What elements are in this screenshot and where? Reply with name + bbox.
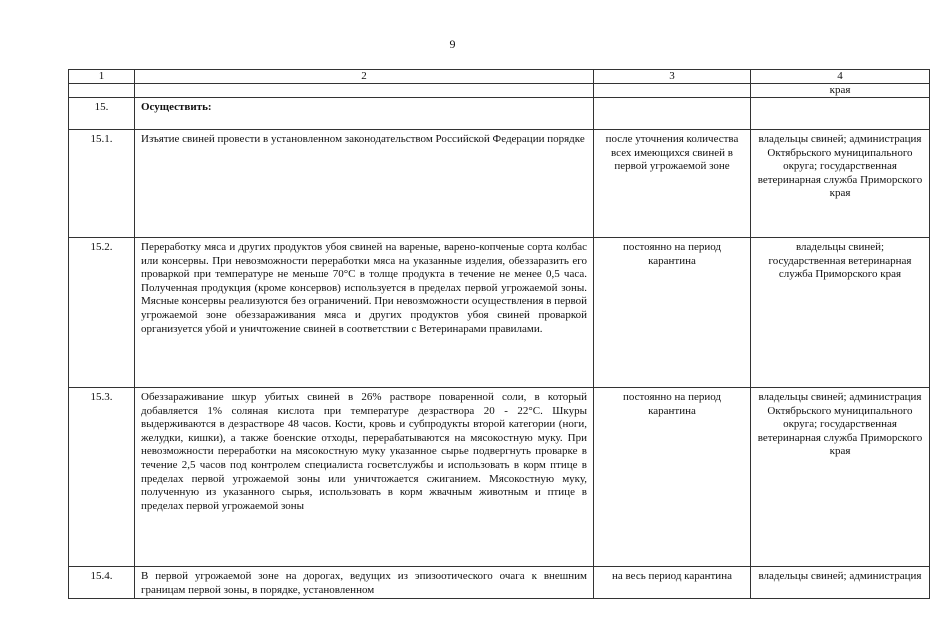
column-header-1: 1	[69, 70, 135, 84]
row-number: 15.1.	[69, 130, 135, 238]
row-action: В первой угрожаемой зоне на дорогах, ведущих из эпизоотического очага к внешним границам первой зоны, в порядке, установленном	[135, 567, 594, 599]
table-header-row	[69, 70, 930, 84]
column-header-2: 2	[135, 70, 594, 84]
row-term: на весь период карантина	[594, 567, 751, 599]
row-term	[594, 98, 751, 130]
row-term: постоянно на период карантина	[594, 388, 751, 567]
row-term: после уточнения количества всех имеющихся свиней в первой угрожаемой зоне	[594, 130, 751, 238]
row-action: Переработку мяса и других продуктов убоя свиней на вареные, варено-копченые сорта колбас или консервы. При невозможности переработки мяса на указанные изделия, обеззаразить его проваркой при температуре не меньше 70°С в толще продукта в течение не менее 0,5 часа. Полученная продукция (кроме консервов) используется в пределах первой угрожаемой зоны. Мясные консервы реализуются без ограничений. При невозможности осуществления в первой угрожаемой зоне обеззараживания мяса и других продуктов убоя свиней проваркой организуется убой и уничтожение свиней в соответствии с Ветеринарами правилами.	[135, 238, 594, 388]
column-header-4: 4	[751, 70, 930, 84]
page-number: 9	[449, 37, 456, 51]
table-row	[69, 567, 930, 599]
continuation-row	[69, 84, 930, 98]
row-action: Изъятие свиней провести в установленном законодательством Российской Федерации порядке	[135, 130, 594, 238]
column-header-3: 3	[594, 70, 751, 84]
table-row	[69, 98, 930, 130]
row-responsible: владельцы свиней; администрация	[751, 567, 930, 599]
row-number: 15.2.	[69, 238, 135, 388]
row-responsible: владельцы свиней; администрация Октябрьского муниципального округа; государственная ветеринарная служба Приморского края	[751, 388, 930, 567]
row-responsible	[751, 98, 930, 130]
table-row	[69, 130, 930, 238]
measures-table	[68, 69, 930, 599]
table-row	[69, 388, 930, 567]
row-responsible: владельцы свиней; администрация Октябрьского муниципального округа; государственная ветеринарная служба Приморского края	[751, 130, 930, 238]
row-number: 15.	[69, 98, 135, 130]
row-term: постоянно на период карантина	[594, 238, 751, 388]
row-responsible: владельцы свиней; государственная ветеринарная служба Приморского края	[751, 238, 930, 388]
row-action: Осуществить:	[135, 98, 594, 130]
row-action: Обеззараживание шкур убитых свиней в 26% растворе поваренной соли, в который добавляется 1% соляная кислота при температуре дезраствора 20 - 22°С. Шкуры выдерживаются в дезрастворе 48 часов. Кости, кровь и субпродукты второй категории (ноги, желудки, кишки), а также боенские отходы, перерабатываются на мясокостную муку. При невозможности переработки на мясокостную муку указанное сырье подвергнуть проварке в течение 2,5 часов под контролем специалиста госветслужбы и использовать в корм птице в пределах первой угрожаемой зоны или уничтожается сжиганием. Мясокостную муку, полученную из указанного сырья, использовать в корм жвачным животным и птице в пределах первой угрожаемой зоны	[135, 388, 594, 567]
row-number: 15.3.	[69, 388, 135, 567]
table-row	[69, 238, 930, 388]
row-number: 15.4.	[69, 567, 135, 599]
continued-text: края	[751, 84, 930, 98]
